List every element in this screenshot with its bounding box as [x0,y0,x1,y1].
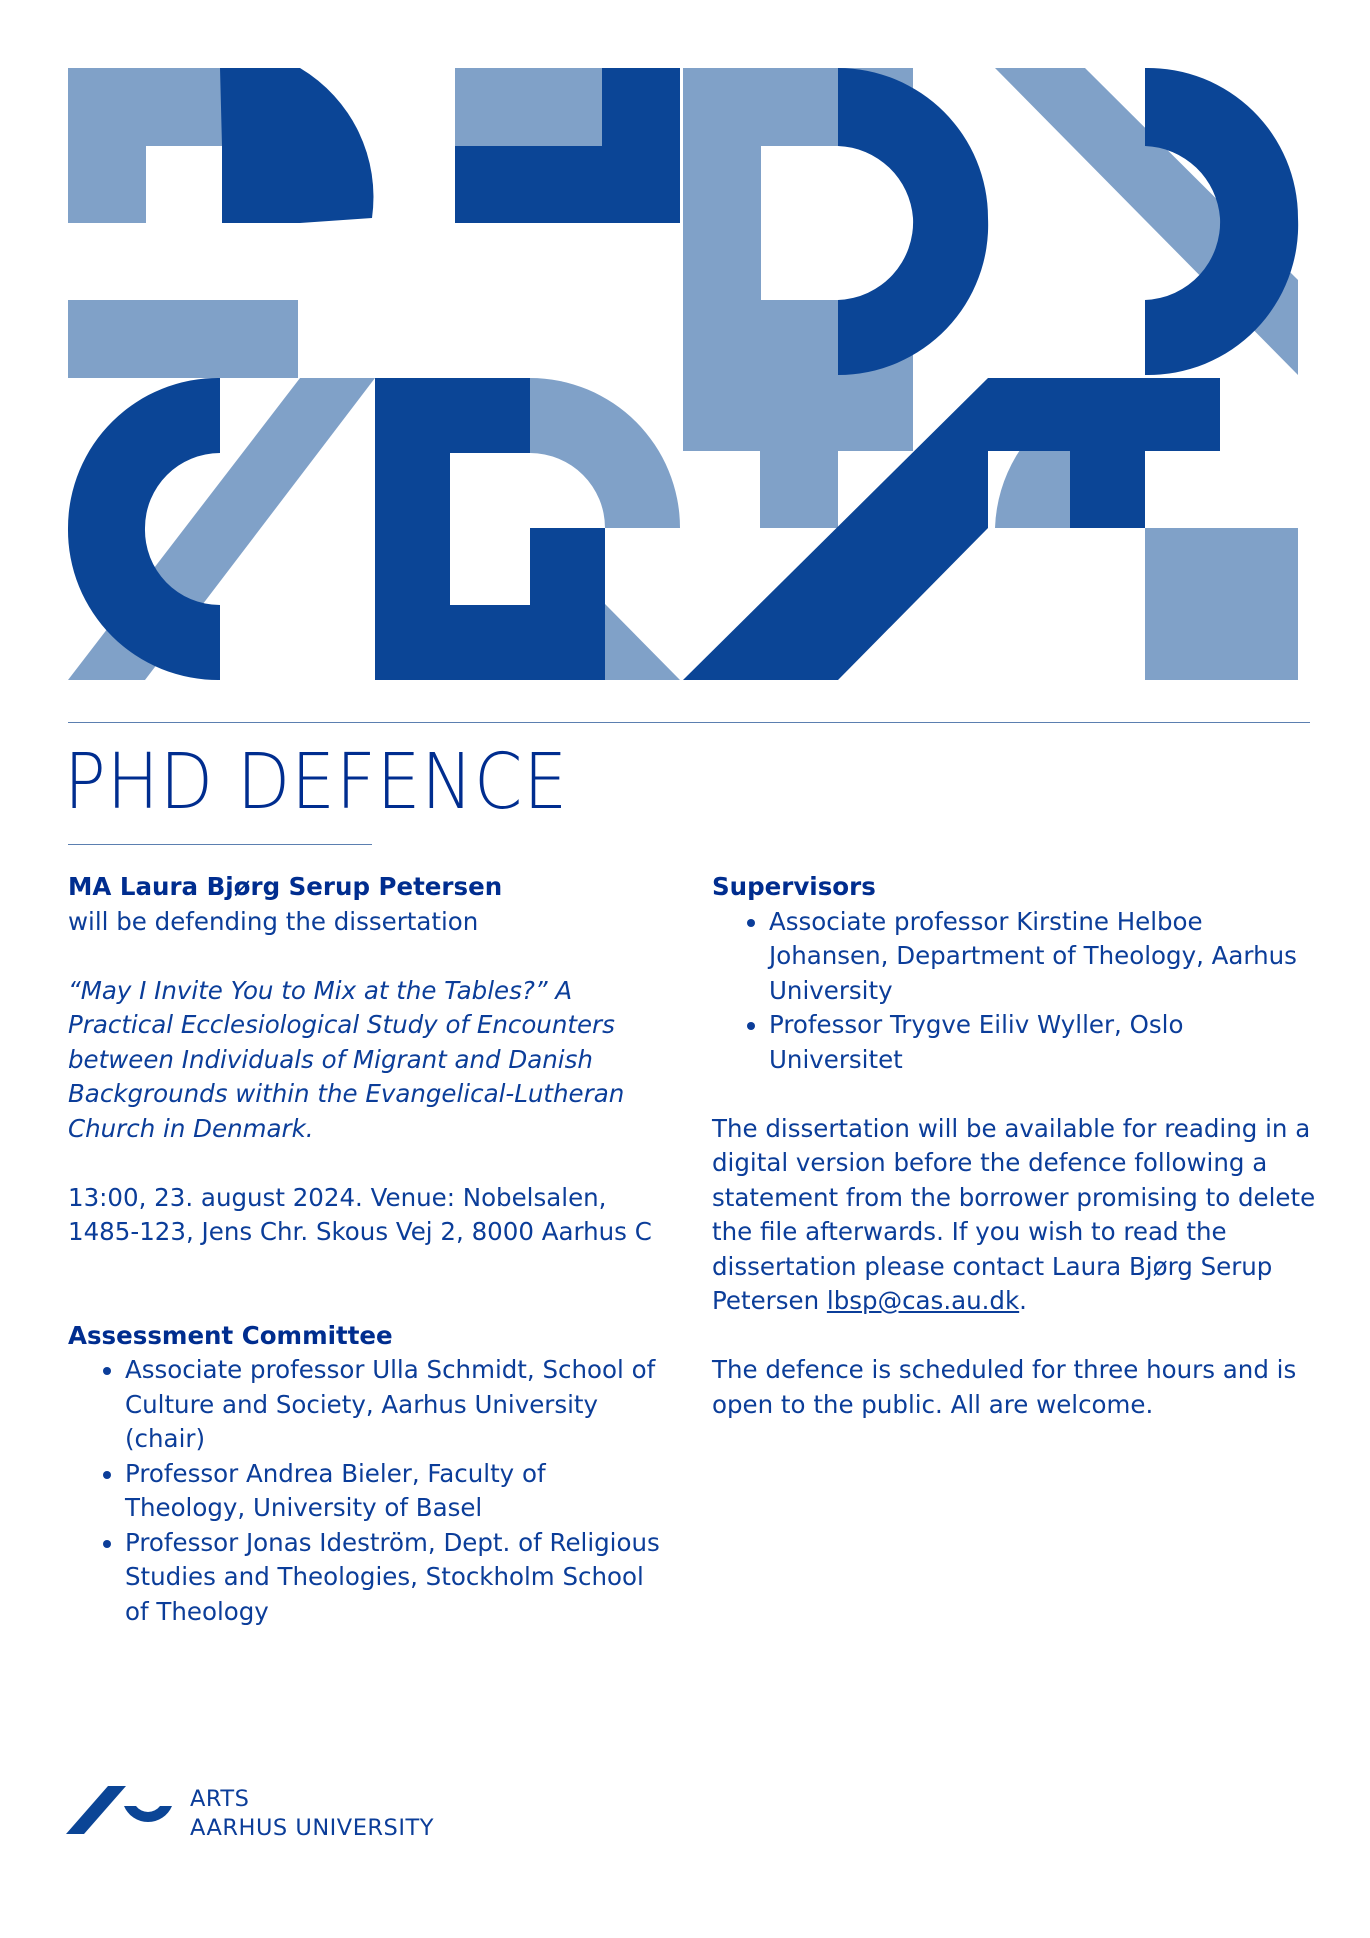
dissertation-title: “May I Invite You to Mix at the Tables?” A Practical Ecclesiological Study of Encounters between Individuals of Migrant and Danish Backgrounds within the Evangelical-Lutheran Church in Denmark. [68,975,625,1143]
supervisors-heading: Supervisors [712,872,876,901]
committee-list [68,1353,668,1629]
contact-email-link[interactable]: lbsp@cas.au.dk [826,1286,1020,1315]
light-shape [760,378,838,528]
availability-text: The dissertation will be available for reading in a digital version before the defence following a statement from the borrower promising to delete the file afterwards. If you wish to read the dissertation please contact Laura Bjørg Serup Petersen [712,1113,1316,1315]
dark-shape [602,68,680,223]
logo-slash [66,1786,126,1834]
candidate-intro: will be defending the dissertation [68,906,479,936]
dark-shape [838,68,988,375]
logo-line-university: AARHUS UNIVERSITY [190,1815,434,1841]
logo-arc [124,1806,172,1822]
candidate-name: MA Laura Bjørg Serup Petersen [68,872,503,901]
right-column [712,870,1322,1422]
au-logo-icon [66,1782,174,1836]
list-item: • Professor Jonas Ideström, Dept. of Religious Studies and Theologies, Stockholm School of Theology [125,1526,668,1630]
list-item: • Professor Andrea Bieler, Faculty of Theology, University of Basel [125,1457,668,1526]
dark-shape [300,68,373,223]
event-details: 13:00, 23. august 2024. Venue: Nobelsalen, 1485-123, Jens Chr. Skous Vej 2, 8000 Aarhus C [68,1182,652,1246]
supervisors-list [712,905,1322,1078]
light-shape [1145,528,1298,680]
availability-suffix: . [1019,1286,1027,1315]
light-shape [68,68,146,223]
title-underline [68,844,372,845]
logo-text [190,1785,434,1843]
page-title: PHD DEFENCE [64,738,569,827]
left-column [68,870,668,1629]
logo-line-arts: ARTS [190,1786,250,1812]
light-shape [530,378,680,528]
dark-shape [1070,378,1145,528]
list-item: • Associate professor Kirstine Helboe Johansen, Department of Theology, Aarhus University [769,905,1322,1009]
committee-heading: Assessment Committee [68,1320,393,1350]
dark-shape [530,528,605,605]
list-item: • Associate professor Ulla Schmidt, School of Culture and Society, Aarhus University (chair) [125,1353,668,1457]
divider-line [68,722,1310,723]
dark-shape [222,68,300,223]
light-shape [68,300,298,378]
schedule-paragraph: The defence is scheduled for three hours and is open to the public. All are welcome. [712,1355,1297,1419]
availability-paragraph [712,1112,1322,1319]
decorative-letter-banner [0,0,1370,700]
list-item: • Professor Trygve Eiliv Wyller, Oslo Universitet [769,1008,1322,1077]
dark-shape [375,605,605,680]
